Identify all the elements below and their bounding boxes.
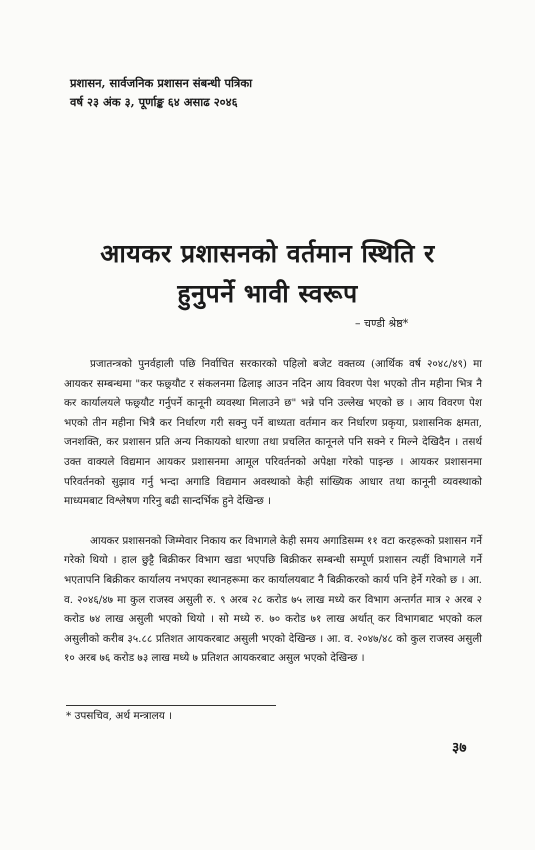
article-title-line-2: हुनुपर्ने भावी स्वरूप bbox=[177, 279, 358, 308]
article-title-line-1: आयकर प्रशासनको वर्तमान स्थिति र bbox=[100, 239, 435, 268]
footnote-divider bbox=[66, 705, 276, 706]
body-paragraph-2: आयकर प्रशासनको जिम्मेवार निकाय कर विभागले केही समय अगाडिसम्म ११ वटा करहरूको प्रशासन गर्ने गरेको थियो । हाल छुट्टै बिक्रीकर विभाग खडा भएपछि बिक्रीकर सम्बन्धी सम्पूर्ण प्रशासन त्यहीं विभागले गर्ने भएतापनि बिक्रीकर कार्यालय नभएका स्थानहरूमा कर कार्यालयबाट नै बिक्रीकरको कार्य पनि हेर्ने गरेको छ । आ. व. २०४६/४७ मा कुल राजस्व असुली रु. ९ अरब २८ करोड ७५ लाख मध्ये कर विभाग अन्तर्गत मात्र २ अरब २ करोड ७४ लाख असुली भएको थियो । सो मध्ये रु. ७० करोड ७१ लाख अर्थात् कर विभागबाट भएको कल असुलीको करीब ३५.८८ प्रतिशत आयकरबाट असुली भएको देखिन्छ । आ. व. २०४७/४८ को कुल राजस्व असुली १० अरब ७६ करोड ७३ लाख मध्ये ७ प्रतिशत आयकरबाट असुल भएको देखिन्छ । bbox=[64, 534, 482, 665]
article-author: – चण्डी श्रेष्ठ* bbox=[355, 317, 409, 330]
page-number: ३७ bbox=[452, 740, 467, 756]
footnote: * उपसचिव, अर्थ मन्त्रालय । bbox=[66, 710, 173, 722]
body-paragraph-1: प्रजातन्त्रको पुनर्वहाली पछि निर्वाचित सरकारको पहिलो बजेट वक्तव्य (आर्थिक वर्ष २०४८/४९) मा आयकर सम्बन्धमा "कर फछ्र्यौट र संकलनमा ढिलाइ आउन नदिन आय विवरण पेश भएको तीन महीना भित्र नै कर कार्यालयले फछ्र्यौट गर्नुपर्ने कानूनी व्यवस्था मिलाउने छ" भन्ने पनि उल्लेख भएको छ । आय विवरण पेश भएको तीन महीना भित्रै कर निर्धारण गरी सक्नु पर्ने बाध्यता वर्तमान कर निर्धारण प्रकृया, प्रशासनिक क्षमता, जनशक्ति, कर प्रशासन प्रति अन्य निकायको धारणा तथा प्रचलित कानूनले पनि सक्ने र मिल्ने देखिदैन । तसर्थ उक्त वाक्यले विद्यमान आयकर प्रशासनमा आमूल परिवर्तनको अपेक्षा गरेको पाइन्छ । आयकर प्रशासनमा परिवर्तनको सुझाव गर्नु भन्दा अगाडि विद्यमान अवस्थाको केही सांख्यिक आधार तथा कानूनी व्यवस्थाको माध्यमबाट विश्लेषण गरिनु बढी सान्दर्भिक हुने देखिन्छ । bbox=[64, 358, 482, 508]
journal-issue-info: वर्ष २३ अंक ३, पूर्णाङ्क ६४ असाढ २०४६ bbox=[70, 95, 238, 109]
journal-name: प्रशासन, सार्वजनिक प्रशासन संबन्धी पत्रिका bbox=[70, 76, 253, 90]
article-body bbox=[64, 355, 482, 669]
